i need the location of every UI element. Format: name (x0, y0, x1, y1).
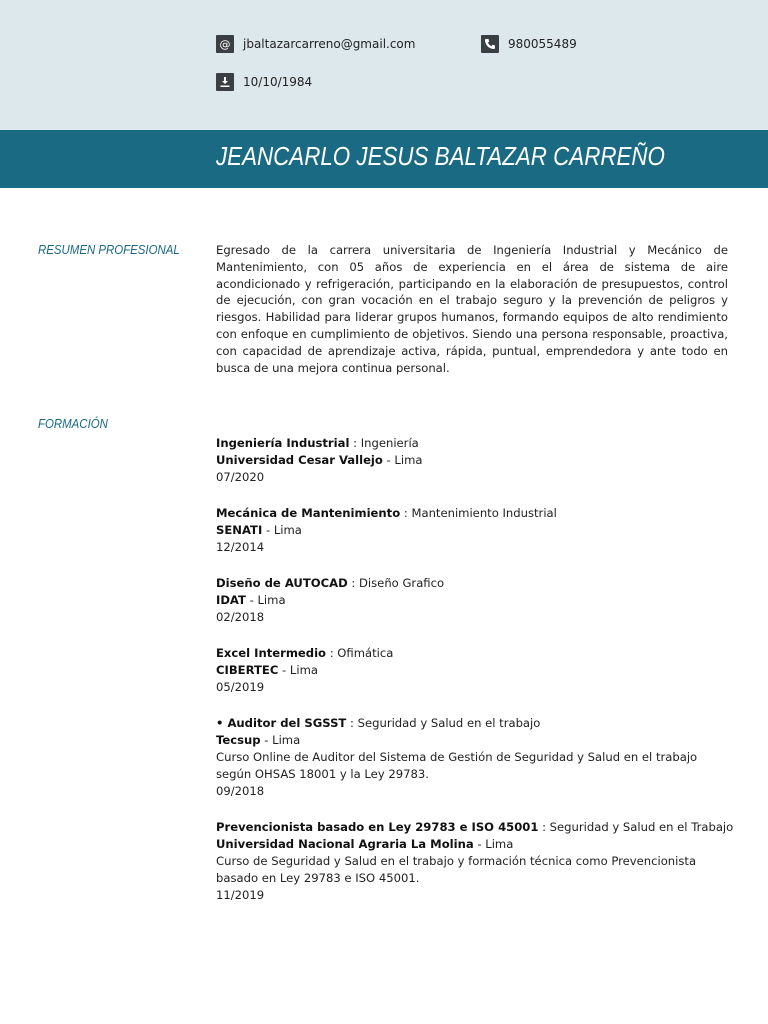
education-school: IDAT (216, 593, 246, 607)
education-field: : Diseño Grafico (347, 576, 445, 590)
education-description: Curso de Seguridad y Salud en el trabajo y formación técnica como Prevencionista basado en Ley 29783 e ISO 45001. (216, 854, 697, 885)
education-school: SENATI (216, 523, 263, 537)
education-list (216, 435, 736, 923)
education-field: : Mantenimiento Industrial (400, 506, 557, 520)
education-school: Tecsup (216, 733, 261, 747)
contact-header-band (0, 0, 768, 130)
section-title-education: FORMACIÓN (38, 416, 108, 431)
education-location: - Lima (382, 453, 423, 467)
education-location: - Lima (245, 593, 286, 607)
contact-birthdate (216, 73, 312, 91)
education-location: - Lima (278, 663, 318, 677)
education-school: CIBERTEC (216, 663, 279, 677)
summary-text: Egresado de la carrera universitaria de Ingeniería Industrial y Mecánico de Mantenimiento, con 05 años de experiencia en el área de sistema de aire acondicionado y refrigeración, participando en la elaboración de presupuestos, control de ejecución, con gran vocación en el trabajo seguro y la prevención de peligros y riesgos. Habilidad para liderar grupos humanos, formando equipos de alto rendimiento con enfoque en cumplimiento de objetivos. Siendo una persona responsable, proactiva, con capacidad de aprendizaje activa, rápida, puntual, emprendedora y ante todo en busca de una mejora continua personal. (216, 243, 728, 375)
birthdate-text: 10/10/1984 (243, 75, 313, 89)
candidate-name: JEANCARLO JESUS BALTAZAR CARREÑO (216, 141, 665, 171)
education-location: - Lima (262, 523, 302, 537)
education-degree: Excel Intermedio (216, 646, 327, 660)
education-school: Universidad Nacional Agraria La Molina (216, 837, 474, 851)
education-degree: Mecánica de Mantenimiento (216, 506, 401, 520)
education-location: - Lima (473, 837, 514, 851)
education-item (216, 575, 736, 626)
education-item (216, 505, 736, 556)
education-field: : Seguridad y Salud en el Trabajo (538, 820, 734, 834)
education-item (216, 715, 736, 800)
education-degree: Diseño de AUTOCAD (216, 576, 348, 590)
education-item (216, 645, 736, 696)
at-icon: @ (216, 35, 234, 53)
education-degree: Ingeniería Industrial (216, 436, 350, 450)
education-field: : Ingeniería (349, 436, 419, 450)
education-date: 09/2018 (216, 784, 265, 798)
education-school: Universidad Cesar Vallejo (216, 453, 383, 467)
education-date: 02/2018 (216, 610, 265, 624)
education-field: : Ofimática (326, 646, 394, 660)
education-degree: • Auditor del SGSST (216, 716, 347, 730)
education-date: 11/2019 (216, 888, 265, 902)
education-date: 12/2014 (216, 540, 265, 554)
education-date: 07/2020 (216, 470, 265, 484)
phone-icon (481, 35, 499, 53)
education-item (216, 819, 736, 904)
education-degree: Prevencionista basado en Ley 29783 e ISO 45001 (216, 820, 539, 834)
education-date: 05/2019 (216, 680, 265, 694)
education-item (216, 435, 736, 486)
contact-email (216, 35, 415, 53)
birthdate-icon (216, 73, 234, 91)
education-field: : Seguridad y Salud en el trabajo (346, 716, 541, 730)
contact-phone (481, 35, 577, 53)
email-text: jbaltazarcarreno@gmail.com (243, 37, 416, 51)
education-description: Curso Online de Auditor del Sistema de Gestión de Seguridad y Salud en el trabajo según OHSAS 18001 y la Ley 29783. (216, 750, 698, 781)
phone-text: 980055489 (508, 37, 577, 51)
section-title-summary: RESUMEN PROFESIONAL (38, 242, 180, 257)
education-location: - Lima (260, 733, 301, 747)
